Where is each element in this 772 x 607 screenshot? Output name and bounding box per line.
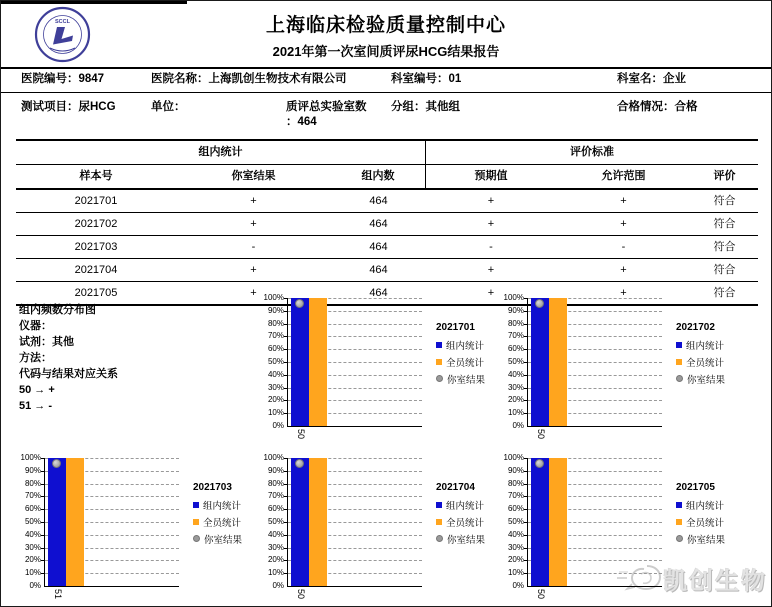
y-tick-label: 40%: [267, 369, 284, 379]
bar-组内统计: [291, 458, 309, 586]
y-tick-label: 100%: [263, 293, 284, 302]
legend-swatch-icon: [436, 519, 442, 525]
table-cell: -: [489, 241, 493, 253]
table-cell: 464: [369, 218, 388, 230]
table-cell: 符合: [713, 218, 736, 230]
table-body: [16, 190, 758, 306]
plot-area: [287, 298, 422, 440]
y-tick-label: 40%: [507, 529, 524, 539]
table-row: [16, 190, 758, 213]
y-tick-label: 90%: [24, 465, 41, 475]
table-cell: 464: [369, 195, 388, 207]
table-cell: +: [250, 264, 257, 276]
table-cell: +: [487, 287, 495, 299]
y-tick-label: 30%: [24, 542, 41, 552]
bar-组内统计: [48, 458, 66, 586]
legend-swatch-icon: [436, 359, 442, 365]
report-subtitle: 2021年第一次室间质评尿HCG结果报告: [272, 44, 500, 59]
table-cell: 464: [369, 264, 388, 276]
info-row-2: [1, 93, 771, 139]
y-tick-label: 30%: [507, 382, 524, 392]
legend-label: 全员统计: [446, 517, 485, 529]
table-row: [16, 259, 758, 282]
x-category-label: 50: [536, 589, 546, 600]
y-tick-label: 50%: [24, 517, 41, 526]
legend-entry: [676, 336, 756, 353]
legend-swatch-icon: [436, 502, 442, 508]
y-tick-label: 40%: [267, 529, 284, 539]
info-test-item: 测试项目：尿HCG: [21, 101, 116, 113]
y-tick-label: 20%: [507, 395, 524, 405]
legend-swatch-icon: [676, 342, 682, 348]
table-cell: 符合: [713, 241, 736, 253]
legend-swatch-icon: [436, 375, 443, 382]
legend-label: 你室结果: [687, 374, 726, 386]
y-axis-labels: [16, 453, 44, 590]
y-tick-label: 30%: [267, 542, 284, 552]
y-tick-label: 10%: [507, 568, 524, 578]
y-tick-label: 80%: [267, 478, 284, 488]
y-tick-label: 0%: [272, 421, 284, 430]
distribution-notes: [19, 302, 118, 414]
legend-swatch-icon: [436, 342, 442, 348]
bar-组内统计: [531, 458, 549, 586]
table-cell: +: [487, 218, 495, 230]
legend-entry: [676, 353, 756, 370]
y-tick-label: 100%: [503, 453, 524, 462]
y-tick-label: 0%: [512, 421, 524, 430]
legend-swatch-icon: [193, 535, 200, 542]
bar-组内统计: [291, 298, 309, 426]
chart-legend: [676, 298, 756, 387]
table-cell: +: [487, 195, 495, 207]
legend-label: 你室结果: [687, 534, 726, 546]
info-department-name: 科室名：企业: [617, 73, 686, 85]
legend-entry: [676, 530, 756, 547]
table-cell: -: [251, 241, 256, 253]
y-tick-label: 20%: [24, 555, 41, 565]
info-row-1: [1, 67, 771, 93]
legend-swatch-icon: [676, 502, 682, 508]
legend-label: 全员统计: [446, 357, 485, 369]
legend-swatch-icon: [676, 519, 682, 525]
legend-entry: [676, 370, 756, 387]
legend-label: 你室结果: [447, 374, 486, 386]
legend-sample-id: 2021705: [676, 482, 715, 493]
info-pass-status: 合格情况：合格: [617, 101, 698, 113]
legend-label: 你室结果: [204, 534, 243, 546]
x-category-label: 50: [296, 429, 306, 440]
table-cell: -: [621, 241, 626, 253]
bar-全员统计: [66, 458, 84, 586]
y-tick-label: 90%: [507, 465, 524, 475]
y-tick-label: 70%: [24, 491, 41, 501]
legend-swatch-icon: [193, 519, 199, 525]
legend-label: 组内统计: [203, 500, 242, 512]
y-tick-label: 20%: [267, 395, 284, 405]
table-cell: 464: [369, 287, 388, 299]
y-tick-label: 90%: [267, 465, 284, 475]
bar-组内统计: [531, 298, 549, 426]
y-tick-label: 30%: [267, 382, 284, 392]
y-axis-labels: [499, 293, 527, 430]
y-tick-label: 10%: [24, 568, 41, 578]
y-tick-label: 60%: [507, 504, 524, 514]
bar-全员统计: [309, 458, 327, 586]
table-cell: 符合: [713, 287, 736, 299]
frequency-chart-2021705: [499, 453, 756, 600]
report-title: 上海临床检验质量控制中心: [265, 15, 506, 36]
y-axis-labels: [259, 453, 287, 590]
chart-legend: [676, 458, 756, 547]
y-tick-label: 60%: [24, 504, 41, 514]
legend-sample-id: 2021701: [436, 322, 475, 333]
y-tick-label: 80%: [507, 478, 524, 488]
y-tick-label: 0%: [272, 581, 284, 590]
col-allowed-range: 允许范围: [601, 170, 646, 182]
y-tick-label: 50%: [267, 357, 284, 366]
y-tick-label: 40%: [507, 369, 524, 379]
note-line: 51 → -: [19, 400, 53, 412]
info-unit: 单位：: [151, 101, 186, 113]
note-line: 试剂：其他: [19, 336, 74, 348]
results-table: [16, 139, 758, 306]
plot-area: [287, 458, 422, 600]
x-category-label: 50: [296, 589, 306, 600]
table-cell: +: [250, 218, 257, 230]
y-tick-label: 0%: [29, 581, 41, 590]
col-sample-id: 样本号: [79, 170, 113, 182]
legend-entry: [676, 513, 756, 530]
table-row: [16, 236, 758, 259]
y-tick-label: 90%: [267, 305, 284, 315]
table-cell: +: [250, 195, 257, 207]
y-tick-label: 70%: [507, 491, 524, 501]
table-cell: 2021705: [74, 287, 118, 299]
note-line: 组内频数分布图: [19, 304, 96, 316]
y-tick-label: 100%: [503, 293, 524, 302]
info-group: 分组：其他组: [391, 101, 460, 113]
legend-label: 组内统计: [446, 500, 485, 512]
note-line: 方法：: [19, 352, 52, 364]
frequency-chart-2021703: [16, 453, 273, 600]
legend-label: 组内统计: [446, 340, 485, 352]
table-cell: 2021703: [74, 241, 118, 253]
table-cell: +: [620, 218, 627, 230]
table-cell: 符合: [713, 264, 736, 276]
y-tick-label: 30%: [507, 542, 524, 552]
plot-area: [527, 298, 662, 440]
col-evaluation: 评价: [713, 170, 736, 182]
group-header-criteria: 评价标准: [570, 146, 614, 158]
x-category-label: 50: [536, 429, 546, 440]
legend-label: 全员统计: [686, 517, 725, 529]
watermark-text: 凯创生物: [663, 567, 767, 595]
note-line: 代码与结果对应关系: [19, 368, 118, 380]
y-tick-label: 20%: [267, 555, 284, 565]
y-tick-label: 80%: [24, 478, 41, 488]
y-tick-label: 40%: [24, 529, 41, 539]
y-tick-label: 0%: [512, 581, 524, 590]
y-tick-label: 60%: [267, 504, 284, 514]
y-tick-label: 90%: [507, 305, 524, 315]
info-total-labs: 质评总实验室数 ：464: [286, 101, 367, 128]
y-tick-label: 60%: [507, 344, 524, 354]
report-header: [1, 1, 771, 69]
legend-swatch-icon: [676, 359, 682, 365]
legend-label: 组内统计: [686, 340, 725, 352]
info-hospital-id: 医院编号：9847: [21, 73, 105, 85]
frequency-chart-2021704: [259, 453, 516, 600]
table-row: [16, 213, 758, 236]
plot-area: [527, 458, 662, 600]
y-tick-label: 50%: [267, 517, 284, 526]
y-tick-label: 60%: [267, 344, 284, 354]
note-line: 50 → +: [19, 384, 55, 396]
table-cell: 2021701: [74, 195, 118, 207]
y-tick-label: 10%: [507, 408, 524, 418]
legend-label: 组内统计: [686, 500, 725, 512]
y-tick-label: 10%: [267, 408, 284, 418]
y-tick-label: 50%: [507, 357, 524, 366]
col-your-result: 你室结果: [231, 170, 276, 182]
table-cell: 符合: [713, 195, 736, 207]
table-cell: +: [250, 287, 257, 299]
legend-swatch-icon: [676, 535, 683, 542]
table-group-header: [16, 141, 758, 165]
legend-swatch-icon: [676, 375, 683, 382]
y-tick-label: 80%: [267, 318, 284, 328]
group-header-intra: 组内统计: [16, 141, 426, 164]
y-axis-labels: [499, 453, 527, 590]
y-tick-label: 70%: [267, 331, 284, 341]
note-line: 仪器：: [19, 320, 52, 332]
bar-全员统计: [549, 458, 567, 586]
legend-sample-id: 2021703: [193, 482, 232, 493]
legend-label: 全员统计: [203, 517, 242, 529]
table-cell: +: [620, 264, 627, 276]
info-hospital-name: 医院名称：上海凯创生物技术有限公司: [151, 73, 347, 85]
y-tick-label: 80%: [507, 318, 524, 328]
y-tick-label: 50%: [507, 517, 524, 526]
legend-sample-id: 2021704: [436, 482, 475, 493]
col-group-count: 组内数: [331, 165, 426, 188]
table-cell: +: [487, 264, 495, 276]
table-cell: 464: [369, 241, 388, 253]
legend-label: 你室结果: [447, 534, 486, 546]
legend-swatch-icon: [436, 535, 443, 542]
table-cell: 2021702: [74, 218, 118, 230]
legend-label: 全员统计: [686, 357, 725, 369]
bar-全员统计: [309, 298, 327, 426]
legend-swatch-icon: [193, 502, 199, 508]
y-tick-label: 100%: [263, 453, 284, 462]
plot-area: [44, 458, 179, 600]
y-axis-labels: [259, 293, 287, 430]
legend-sample-id: 2021702: [676, 322, 715, 333]
table-cell: 2021704: [74, 264, 118, 276]
table-column-header: [16, 165, 758, 190]
x-category-label: 51: [53, 589, 63, 600]
y-tick-label: 70%: [507, 331, 524, 341]
y-tick-label: 70%: [267, 491, 284, 501]
y-tick-label: 100%: [20, 453, 41, 462]
y-tick-label: 20%: [507, 555, 524, 565]
logo-abbr-text: SCCL: [55, 19, 70, 25]
info-department-id: 科室编号：01: [391, 73, 462, 85]
bar-全员统计: [549, 298, 567, 426]
legend-entry: [676, 496, 756, 513]
col-expected-value: 预期值: [474, 170, 508, 182]
y-tick-label: 10%: [267, 568, 284, 578]
table-cell: +: [620, 287, 627, 299]
table-cell: +: [620, 195, 627, 207]
